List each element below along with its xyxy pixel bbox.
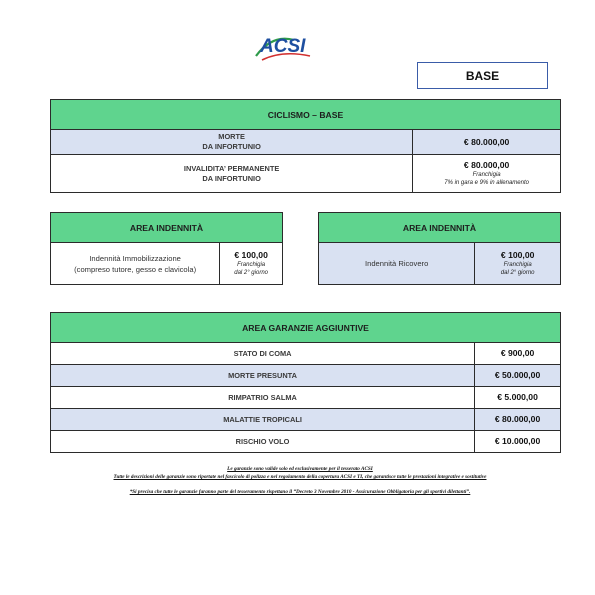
death-value: € 80.000,00 (413, 130, 561, 155)
immobilization-note-2: dal 2° giorno (234, 270, 268, 276)
repatriation-label: RIMPATRIO SALMA (51, 387, 475, 409)
table-row (51, 155, 561, 193)
presumed-death-value: € 50.000,00 (475, 365, 561, 387)
footer-line-3: *Si precisa che tutte le garanzie faranno parte del tesseramento rispettano il “Decreto 3 Novembre 2010 - Assicurazione Obbligatoria per gli sportivi dilettanti”. (129, 489, 471, 495)
table-row (51, 243, 283, 285)
repatriation-value: € 5.000,00 (475, 387, 561, 409)
table-row (319, 243, 561, 285)
disability-value-cell (413, 155, 561, 193)
table-row (51, 409, 561, 431)
hospitalization-value-cell (475, 243, 561, 285)
indemnity-right-header: AREA INDENNITÀ (319, 213, 561, 243)
disability-note-1: Franchigia (472, 172, 501, 178)
tropical-diseases-label: MALATTIE TROPICALI (51, 409, 475, 431)
extra-header: AREA GARANZIE AGGIUNTIVE (51, 313, 561, 343)
acsi-logo-graphic (252, 30, 324, 64)
flight-risk-value: € 10.000,00 (475, 431, 561, 453)
indemnity-right-table (318, 212, 561, 285)
extra-guarantees-table (50, 312, 561, 453)
indemnity-left-table (50, 212, 283, 285)
disability-label: INVALIDITA’ PERMANENTE DA INFORTUNIO (51, 155, 413, 193)
cycling-table (50, 99, 561, 193)
death-label: MORTE DA INFORTUNIO (51, 130, 413, 155)
indemnity-left-header: AREA INDENNITÀ (51, 213, 283, 243)
cycling-header: CICLISMO – BASE (51, 100, 561, 130)
table-row (51, 365, 561, 387)
immobilization-label: Indennità Immobilizzazione (compreso tutore, gesso e clavicola) (51, 243, 220, 285)
hospitalization-label: Indennità Ricovero (319, 243, 475, 285)
table-row (51, 343, 561, 365)
flight-risk-label: RISCHIO VOLO (51, 431, 475, 453)
acsi-logo (252, 30, 324, 64)
table-row (51, 130, 561, 155)
immobilization-value-cell (220, 243, 283, 285)
logo-text: ACSI (260, 36, 306, 57)
immobilization-value: € 100,00 (234, 250, 268, 260)
plan-badge (417, 62, 548, 89)
table-row (51, 431, 561, 453)
table-row (51, 387, 561, 409)
hospitalization-note-2: dal 2° giorno (500, 270, 535, 276)
immobilization-note-1: Franchigia (237, 262, 266, 268)
tropical-diseases-value: € 80.000,00 (475, 409, 561, 431)
coma-value: € 900,00 (475, 343, 561, 365)
disability-note-2: 7% in gara e 9% in allenamento (444, 180, 529, 186)
hospitalization-value: € 100,00 (500, 250, 535, 260)
coma-label: STATO DI COMA (51, 343, 475, 365)
plan-badge-label: BASE (465, 68, 500, 83)
footer-line-2: Tutte le descrizioni delle garanzie sono riportate nel fascicolo di polizza e nel regolamento della copertura ACSI e TI, che garantisce tutte le prestazioni integrative e sostitutive (113, 474, 487, 480)
hospitalization-note-1: Franchigia (503, 262, 532, 268)
footer-line-1: Le garanzie sono valide solo ed esclusivamente per il tesserato ACSI (227, 466, 373, 472)
disability-value: € 80.000,00 (463, 160, 510, 170)
presumed-death-label: MORTE PRESUNTA (51, 365, 475, 387)
